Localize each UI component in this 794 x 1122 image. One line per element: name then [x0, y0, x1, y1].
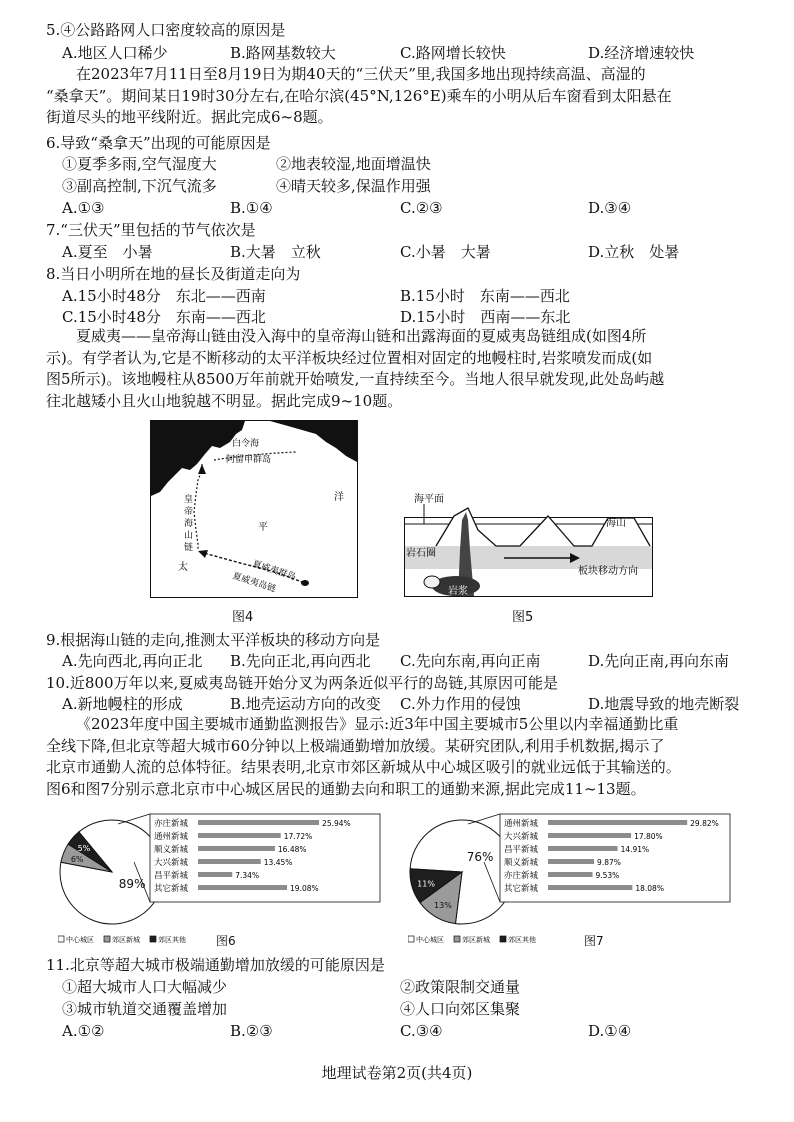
q11-item-4: ④人口向郊区集聚 — [400, 1000, 521, 1018]
passage-hawaii-emperor — [46, 326, 758, 412]
q6-item-1: ①夏季多雨,空气湿度大 — [62, 155, 217, 173]
q11-item-3: ③城市轨道交通覆盖增加 — [62, 1000, 228, 1018]
fig7-bar-category: 顺义新城 — [504, 858, 539, 868]
q10-option-c: C.外力作用的侵蚀 — [400, 695, 521, 713]
fig6-bar-category: 亦庄新城 — [154, 819, 189, 829]
q8-option-a: A.15小时48分 东北——西南 — [62, 287, 266, 305]
q10-option-d: D.地震导致的地壳断裂 — [588, 695, 740, 713]
fig6-bar-category: 大兴新城 — [154, 858, 189, 868]
fig6-bar-value: 7.34% — [235, 871, 260, 880]
passage-line: 街道尽头的地平线附近。据此完成6~8题。 — [46, 108, 333, 126]
fig6-bar-category: 其它新城 — [154, 884, 189, 894]
q9-option-c: C.先向东南,再向正南 — [400, 652, 541, 670]
fig6-bar — [198, 833, 281, 838]
q7-option-c: C.小暑 大暑 — [400, 243, 491, 261]
q6-option-a: A.①③ — [62, 199, 105, 217]
passage-line: 夏威夷——皇帝海山链由没入海中的皇帝海山链和出露海面的夏威夷岛链组成(如图4所 — [76, 327, 647, 345]
fig6-bar — [198, 846, 275, 851]
q9-option-b: B.先向正北,再向西北 — [230, 652, 371, 670]
passage-commuting — [46, 714, 758, 800]
q11-option-a: A.①② — [62, 1022, 105, 1040]
figure-4-caption: 图4 — [232, 610, 254, 625]
fig6-legend-swatch — [150, 936, 156, 942]
label-hawaii-chain: 夏威夷岛链 — [231, 571, 277, 595]
fig7-legend-label: 中心城区 — [416, 936, 444, 944]
fig7-bar-value: 18.08% — [635, 884, 664, 893]
fig7-bar-category: 大兴新城 — [504, 832, 539, 842]
q6-option-c: C.②③ — [400, 199, 443, 217]
fig7-pie-label: 11% — [417, 879, 435, 889]
passage-line: 在2023年7月11日至8月19日为期40天的“三伏天”里,我国多地出现持续高温、高湿的 — [76, 65, 646, 83]
q11-option-b: B.②③ — [230, 1022, 273, 1040]
fig7-legend-swatch — [408, 936, 414, 942]
label-magma: 岩浆 — [448, 586, 468, 597]
q6-option-d: D.③④ — [588, 199, 632, 217]
q9-stem: 9.根据海山链的走向,推测太平洋板块的移动方向是 — [46, 631, 381, 649]
figure-4-map — [150, 420, 358, 598]
fig6-bar — [198, 872, 232, 877]
fig7-bar-value: 9.53% — [595, 871, 620, 880]
fig7-bar — [548, 859, 594, 864]
fig6-bar-value: 17.72% — [283, 832, 313, 841]
fig6-bar-category: 通州新城 — [154, 832, 189, 842]
q9-option-d: D.先向正南,再向东南 — [588, 652, 730, 670]
passage-line: 图6和图7分别示意北京市中心城区居民的通勤去向和职工的通勤来源,据此完成11~13题。 — [46, 779, 646, 798]
fig6-pie-label: 89% — [118, 876, 146, 891]
fig6-bar — [198, 859, 261, 864]
passage-line: “桑拿天”。期间某日19时30分左右,在哈尔滨(45°N,126°E)乘车的小明从后车窗看到太阳悬在 — [46, 86, 672, 105]
fig6-bar-value: 13.45% — [263, 858, 293, 867]
fig7-bar-category: 亦庄新城 — [504, 871, 539, 881]
q7-stem: 7.“三伏天”里包括的节气依次是 — [46, 221, 256, 239]
fig6-pie-label: 5% — [77, 844, 91, 854]
fig7-bar-value: 9.87% — [597, 858, 621, 867]
fig7-pie-label: 13% — [434, 901, 452, 911]
label-emperor-chain-1: 皇 — [184, 495, 194, 505]
fig6-bar-value: 19.08% — [290, 884, 319, 893]
label-sea-level: 海平面 — [414, 494, 444, 505]
label-emperor-chain-3: 海 — [184, 519, 194, 529]
figure-6-chart — [58, 806, 388, 952]
hawaii-big-island — [301, 580, 309, 586]
fig7-bar — [548, 846, 618, 851]
fig6-bar — [198, 885, 287, 890]
page-footer: 地理试卷第2页(共4页) — [321, 1064, 473, 1082]
magma-highlight — [424, 576, 440, 588]
fig6-legend-label: 郊区新城 — [112, 936, 140, 944]
label-ocean-ping: 平 — [258, 522, 268, 533]
label-emperor-chain-4: 山 — [184, 531, 194, 541]
q5-stem: 5.④公路路网人口密度较高的原因是 — [46, 21, 286, 39]
passage-line: 北京市通勤人流的总体特征。结果表明,北京市郊区新城从中心城区吸引的就业远低于其输送的。 — [46, 758, 681, 776]
passage-sauna-weather — [46, 64, 758, 129]
fig7-bar — [548, 820, 687, 825]
label-ocean-yang: 洋 — [334, 492, 344, 503]
q8-option-b: B.15小时 东南——西北 — [400, 287, 570, 305]
q11-stem: 11.北京等超大城市极端通勤增加放缓的可能原因是 — [46, 956, 385, 974]
label-emperor-chain-5: 链 — [184, 543, 194, 553]
figure-6-caption: 图6 — [216, 934, 236, 948]
q8-stem: 8.当日小明所在地的昼长及街道走向为 — [46, 265, 301, 283]
fig6-legend-swatch — [58, 936, 64, 942]
fig7-legend-swatch — [454, 936, 460, 942]
q7-option-d: D.立秋 处暑 — [588, 243, 680, 261]
fig7-bar-value: 29.82% — [690, 819, 719, 828]
fig7-bar — [548, 885, 632, 890]
fig7-bar — [548, 872, 592, 877]
q8-option-d: D.15小时 西南——东北 — [400, 308, 571, 326]
fig7-legend-swatch — [500, 936, 506, 942]
fig7-bar-category: 通州新城 — [504, 819, 539, 829]
fig7-bar-category: 其它新城 — [504, 884, 539, 894]
passage-line: 图5所示)。该地幔柱从8500万年前就开始喷发,一直持续至今。当地人很早就发现,此处岛屿越 — [46, 370, 665, 388]
fig6-bar — [198, 820, 319, 825]
passage-line: 全线下降,但北京等超大城市60分钟以上极端通勤增加放缓。某研究团队,利用手机数据,揭示了 — [46, 736, 665, 755]
figure-5-section — [396, 490, 660, 598]
q8-option-c: C.15小时48分 东南——西北 — [62, 308, 266, 326]
figure-5-caption: 图5 — [512, 610, 534, 625]
passage-line: 《2023年度中国主要城市通勤监测报告》显示:近3年中国主要城市5公里以内幸福通勤比重 — [76, 715, 679, 733]
q11-option-d: D.①④ — [588, 1022, 632, 1040]
q10-stem: 10.近800万年以来,夏威夷岛链开始分叉为两条近似平行的岛链,其原因可能是 — [46, 674, 559, 692]
label-seamount: 海山 — [606, 518, 626, 529]
q6-item-3: ③副高控制,下沉气流多 — [62, 177, 217, 195]
fig7-leader-line — [468, 814, 500, 824]
q7-option-b: B.大暑 立秋 — [230, 243, 321, 261]
fig7-legend-label: 郊区新城 — [462, 936, 490, 944]
q11-item-1: ①超大城市人口大幅减少 — [62, 978, 228, 996]
q10-option-a: A.新地幔柱的形成 — [62, 695, 183, 713]
label-hawaii-islands: 夏威夷群岛 — [251, 559, 297, 583]
q10-option-b: B.地壳运动方向的改变 — [230, 695, 381, 713]
fig6-bar-category: 昌平新城 — [154, 871, 189, 881]
q11-item-2: ②政策限制交通量 — [400, 978, 521, 996]
fig6-legend-label: 中心城区 — [66, 936, 94, 944]
fig7-bar-category: 昌平新城 — [504, 845, 539, 855]
label-ocean-tai: 太 — [178, 562, 188, 573]
q5-option-c: C.路网增长较快 — [400, 44, 506, 62]
q7-option-a: A.夏至 小暑 — [62, 243, 153, 261]
fig7-legend-label: 郊区其他 — [508, 936, 536, 944]
label-emperor-chain-2: 帝 — [184, 507, 194, 517]
fig6-bar-value: 16.48% — [277, 845, 307, 854]
fig7-bar-value: 14.91% — [620, 845, 650, 854]
label-plate-motion: 板块移动方向 — [578, 566, 638, 577]
q6-item-2: ②地表较湿,地面增温快 — [276, 155, 431, 173]
label-emperor-chain — [184, 493, 193, 553]
fig6-bar-value: 25.94% — [322, 819, 351, 828]
q6-option-b: B.①④ — [230, 199, 273, 217]
fig7-pie-label: 76% — [466, 850, 494, 865]
figure-7-chart — [408, 806, 738, 952]
q6-stem: 6.导致“桑拿天”出现的可能原因是 — [46, 134, 271, 152]
fig7-bar-value: 17.80% — [634, 832, 663, 841]
passage-line: 示)。有学者认为,它是不断移动的太平洋板块经过位置相对固定的地幔柱时,岩浆喷发而成(如 — [46, 348, 653, 367]
label-aleutian: 阿留申群岛 — [226, 455, 272, 465]
q5-option-d: D.经济增速较快 — [588, 44, 695, 62]
fig6-pie-label: 6% — [70, 855, 84, 865]
fig7-bar — [548, 833, 631, 838]
q6-item-4: ④晴天较多,保温作用强 — [276, 177, 431, 195]
fig6-legend-label: 郊区其他 — [158, 936, 186, 944]
q9-option-a: A.先向西北,再向正北 — [62, 652, 203, 670]
fig6-leader-line — [118, 814, 150, 824]
fig6-legend-swatch — [104, 936, 110, 942]
label-bering-sea: 白令海 — [232, 439, 260, 449]
label-lithosphere: 岩石圈 — [406, 548, 436, 559]
q5-option-b: B.路网基数较大 — [230, 44, 336, 62]
q11-option-c: C.③④ — [400, 1022, 443, 1040]
figure-7-caption: 图7 — [584, 934, 604, 948]
q5-option-a: A.地区人口稀少 — [62, 44, 168, 62]
passage-line: 往北越矮小且火山地貌越不明显。据此完成9~10题。 — [46, 391, 403, 410]
fig6-bar-category: 顺义新城 — [154, 845, 189, 855]
